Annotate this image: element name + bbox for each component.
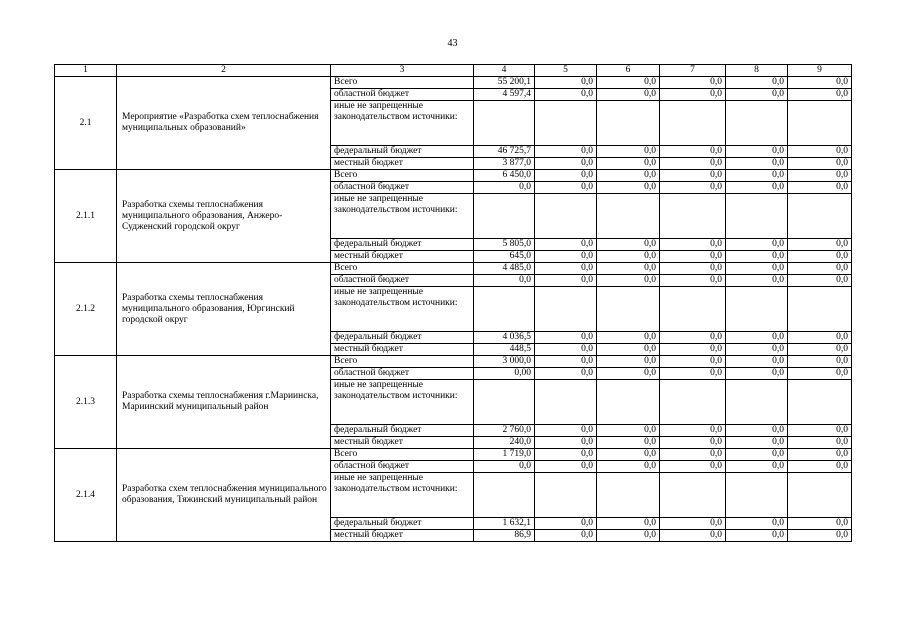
amount-cell: 645,0 [474,251,535,263]
amount-cell: 0,0 [597,170,660,182]
empty-cell [788,287,852,332]
funding-source: местный бюджет [331,530,474,542]
funding-source: Всего [331,356,474,368]
amount-cell: 0,0 [474,461,535,473]
empty-cell [535,380,597,425]
amount-cell: 0,0 [726,239,788,251]
amount-cell: 0,0 [726,251,788,263]
amount-cell: 0,0 [726,158,788,170]
header-cell: 8 [726,65,788,77]
empty-cell [660,194,726,239]
amount-cell: 0,0 [726,530,788,542]
amount-cell: 0,0 [726,89,788,101]
amount-cell: 0,0 [660,239,726,251]
amount-cell: 0,0 [788,368,852,380]
amount-cell: 0,0 [660,158,726,170]
item-number: 2.1.3 [55,356,117,449]
item-name: Разработка схемы теплоснабжения г.Мариинска, Мариинский муниципальный район [117,356,331,449]
amount-cell: 0,0 [535,461,597,473]
amount-cell: 6 450,0 [474,170,535,182]
funding-source: областной бюджет [331,275,474,287]
empty-cell [535,473,597,518]
amount-cell: 0,0 [788,356,852,368]
amount-cell: 0,0 [535,449,597,461]
amount-cell: 0,0 [597,344,660,356]
amount-cell: 0,0 [597,332,660,344]
amount-cell: 0,0 [597,182,660,194]
amount-cell: 0,0 [597,146,660,158]
amount-cell: 0,0 [788,170,852,182]
amount-cell: 86,9 [474,530,535,542]
empty-cell [597,473,660,518]
amount-cell: 0,0 [597,449,660,461]
header-row [55,65,852,77]
header-cell: 9 [788,65,852,77]
amount-cell: 0,0 [726,77,788,89]
item-name: Мероприятие «Разработка схем теплоснабжения муниципальных образований» [117,77,331,170]
amount-cell: 0,0 [660,332,726,344]
amount-cell: 0,0 [535,356,597,368]
funding-source: Всего [331,263,474,275]
amount-cell: 0,0 [535,530,597,542]
amount-cell: 0,0 [597,356,660,368]
amount-cell: 0,0 [726,170,788,182]
amount-cell: 0,0 [726,425,788,437]
empty-cell [788,473,852,518]
amount-cell: 2 760,0 [474,425,535,437]
amount-cell: 0,0 [535,368,597,380]
empty-cell [597,287,660,332]
amount-cell: 0,0 [788,146,852,158]
amount-cell: 0,0 [597,518,660,530]
amount-cell: 55 200,1 [474,77,535,89]
amount-cell: 0,0 [788,332,852,344]
empty-cell [474,473,535,518]
amount-cell: 3 877,0 [474,158,535,170]
amount-cell: 0,0 [788,263,852,275]
amount-cell: 0,0 [788,89,852,101]
empty-cell [788,101,852,146]
amount-cell: 0,0 [726,275,788,287]
amount-cell: 0,0 [726,461,788,473]
item-number: 2.1.1 [55,170,117,263]
amount-cell: 0,0 [660,89,726,101]
funding-source: федеральный бюджет [331,518,474,530]
empty-cell [535,194,597,239]
funding-source: иные не запрещенные законодательством источники: [331,194,474,239]
amount-cell: 0,0 [660,368,726,380]
amount-cell: 0,0 [788,437,852,449]
funding-source: областной бюджет [331,368,474,380]
amount-cell: 4 597,4 [474,89,535,101]
empty-cell [726,194,788,239]
row-total [55,449,852,461]
amount-cell: 0,0 [726,356,788,368]
amount-cell: 0,0 [726,518,788,530]
amount-cell: 0,0 [535,170,597,182]
empty-cell [660,101,726,146]
amount-cell: 448,5 [474,344,535,356]
funding-source: Всего [331,170,474,182]
amount-cell: 0,0 [726,368,788,380]
header-cell: 1 [55,65,117,77]
amount-cell: 0,0 [788,530,852,542]
amount-cell: 0,0 [788,449,852,461]
amount-cell: 0,0 [597,158,660,170]
amount-cell: 0,0 [660,182,726,194]
amount-cell: 0,0 [726,182,788,194]
funding-source: областной бюджет [331,182,474,194]
empty-cell [597,101,660,146]
amount-cell: 0,0 [660,518,726,530]
amount-cell: 240,0 [474,437,535,449]
funding-source: иные не запрещенные законодательством источники: [331,380,474,425]
amount-cell: 0,0 [535,89,597,101]
amount-cell: 0,0 [788,182,852,194]
empty-cell [535,101,597,146]
amount-cell: 0,0 [660,356,726,368]
empty-cell [474,287,535,332]
amount-cell: 0,0 [597,77,660,89]
amount-cell: 0,0 [597,251,660,263]
amount-cell: 0,0 [660,344,726,356]
row-total [55,170,852,182]
empty-cell [726,101,788,146]
funding-source: федеральный бюджет [331,239,474,251]
empty-cell [474,194,535,239]
amount-cell: 0,0 [474,275,535,287]
funding-source: местный бюджет [331,344,474,356]
amount-cell: 0,0 [597,89,660,101]
empty-cell [597,194,660,239]
amount-cell: 0,0 [788,425,852,437]
amount-cell: 0,0 [660,275,726,287]
amount-cell: 0,0 [535,146,597,158]
amount-cell: 0,0 [535,518,597,530]
amount-cell: 1 632,1 [474,518,535,530]
funding-source: областной бюджет [331,89,474,101]
item-number: 2.1.4 [55,449,117,542]
amount-cell: 1 719,0 [474,449,535,461]
header-cell: 4 [474,65,535,77]
amount-cell: 4 036,5 [474,332,535,344]
amount-cell: 0,0 [535,158,597,170]
amount-cell: 0,0 [788,251,852,263]
funding-source: федеральный бюджет [331,332,474,344]
empty-cell [726,287,788,332]
empty-cell [474,101,535,146]
amount-cell: 0,0 [660,461,726,473]
amount-cell: 0,0 [726,449,788,461]
item-name: Разработка схем теплоснабжения муниципального образования, Тяжинский муниципальный район [117,449,331,542]
amount-cell: 0,0 [788,239,852,251]
funding-source: федеральный бюджет [331,425,474,437]
empty-cell [597,380,660,425]
amount-cell: 0,0 [660,425,726,437]
amount-cell: 0,0 [597,425,660,437]
amount-cell: 0,0 [535,77,597,89]
header-cell: 5 [535,65,597,77]
amount-cell: 0,0 [597,530,660,542]
amount-cell: 0,0 [726,146,788,158]
budget-table [54,64,852,542]
amount-cell: 0,0 [474,182,535,194]
amount-cell: 0,0 [726,437,788,449]
empty-cell [660,287,726,332]
amount-cell: 46 725,7 [474,146,535,158]
empty-cell [535,287,597,332]
funding-source: Всего [331,449,474,461]
amount-cell: 0,0 [660,146,726,158]
amount-cell: 0,0 [788,518,852,530]
amount-cell: 0,0 [788,77,852,89]
funding-source: местный бюджет [331,158,474,170]
amount-cell: 0,0 [535,344,597,356]
amount-cell: 0,0 [726,344,788,356]
amount-cell: 0,0 [726,332,788,344]
amount-cell: 0,0 [535,275,597,287]
row-total [55,356,852,368]
header-cell: 3 [331,65,474,77]
funding-source: иные не запрещенные законодательством источники: [331,101,474,146]
item-name: Разработка схемы теплоснабжения муниципального образования, Анжеро-Судженский городской округ [117,170,331,263]
amount-cell: 0,0 [788,344,852,356]
amount-cell: 0,0 [660,263,726,275]
empty-cell [726,380,788,425]
amount-cell: 0,0 [726,263,788,275]
item-name: Разработка схемы теплоснабжения муниципального образования, Юргинский городской округ [117,263,331,356]
amount-cell: 4 485,0 [474,263,535,275]
amount-cell: 0,00 [474,368,535,380]
amount-cell: 0,0 [535,182,597,194]
amount-cell: 0,0 [660,170,726,182]
amount-cell: 0,0 [660,77,726,89]
funding-source: местный бюджет [331,437,474,449]
funding-source: иные не запрещенные законодательством источники: [331,473,474,518]
amount-cell: 0,0 [535,425,597,437]
row-total [55,263,852,275]
page-number: 43 [447,38,458,49]
item-number: 2.1.2 [55,263,117,356]
header-cell: 7 [660,65,726,77]
header-cell: 2 [117,65,331,77]
amount-cell: 0,0 [660,449,726,461]
amount-cell: 0,0 [535,239,597,251]
empty-cell [660,380,726,425]
empty-cell [474,380,535,425]
funding-source: иные не запрещенные законодательством источники: [331,287,474,332]
funding-source: федеральный бюджет [331,146,474,158]
empty-cell [788,194,852,239]
amount-cell: 0,0 [597,263,660,275]
empty-cell [660,473,726,518]
funding-source: Всего [331,77,474,89]
amount-cell: 0,0 [660,437,726,449]
amount-cell: 0,0 [788,158,852,170]
amount-cell: 0,0 [535,437,597,449]
amount-cell: 5 805,0 [474,239,535,251]
empty-cell [726,473,788,518]
header-cell: 6 [597,65,660,77]
item-number: 2.1 [55,77,117,170]
amount-cell: 0,0 [597,461,660,473]
amount-cell: 0,0 [535,251,597,263]
empty-cell [788,380,852,425]
amount-cell: 3 000,0 [474,356,535,368]
amount-cell: 0,0 [597,437,660,449]
amount-cell: 0,0 [535,332,597,344]
amount-cell: 0,0 [597,275,660,287]
amount-cell: 0,0 [660,251,726,263]
funding-source: областной бюджет [331,461,474,473]
funding-source: местный бюджет [331,251,474,263]
amount-cell: 0,0 [788,275,852,287]
amount-cell: 0,0 [597,368,660,380]
amount-cell: 0,0 [535,263,597,275]
row-total [55,77,852,89]
amount-cell: 0,0 [597,239,660,251]
amount-cell: 0,0 [788,461,852,473]
amount-cell: 0,0 [660,530,726,542]
